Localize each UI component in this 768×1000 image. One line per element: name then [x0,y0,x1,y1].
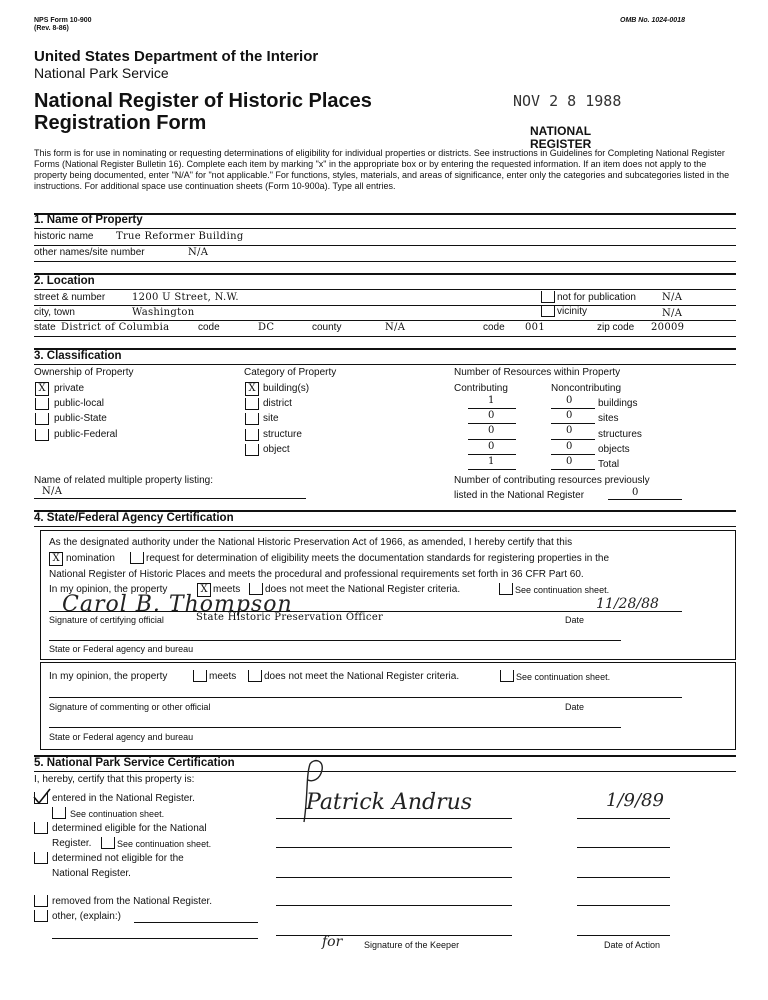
county-code-label: code [483,322,505,333]
does-not-meet-label: does not meet the National Register criteria. [265,584,461,595]
structures-label: structures [598,429,642,440]
state-value: District of Columbia [61,322,170,333]
contributing-objects: 0 [488,441,495,452]
noncontributing-sites: 0 [566,410,573,421]
category-structure-label: structure [263,429,302,440]
noncontributing-objects: 0 [566,441,573,452]
meets2-label: meets [209,671,237,682]
zip-value: 20009 [651,322,685,333]
ownership-public-state-checkbox[interactable] [35,413,49,425]
opinion2-label: In my opinion, the property [49,671,168,682]
divider [49,640,621,641]
not-eligible-checkbox[interactable] [34,852,48,864]
divider [468,469,516,470]
stamp-national: NATIONAL [530,124,592,138]
date-of-action-label: Date of Action [604,940,661,950]
divider [551,439,595,440]
date2-label: Date [565,702,585,712]
divider [34,336,736,337]
divider [34,261,736,262]
divider [34,498,306,499]
divider [34,320,736,321]
total-label: Total [598,459,620,470]
vicinity-value: N/A [662,308,683,319]
determined-eligible-label-2: Register. [52,838,92,849]
see-continuation2-checkbox[interactable] [500,670,514,682]
contributing-heading: Contributing [454,383,508,394]
certifying-date: 11/28/88 [596,596,659,612]
divider [577,877,670,878]
checkmark-icon [32,788,52,806]
keeper-signature: Patrick Andrus [306,790,473,815]
category-object-checkbox[interactable] [245,444,259,456]
ownership-public-local-label: public-local [54,398,105,409]
date-label: Date [565,615,585,625]
request-label: request for determination of eligibility meets the documentation standards for registering properties in the [146,553,610,564]
does-not-meet2-label: does not meet the National Register criteria. [264,671,460,682]
divider [49,697,682,698]
category-district-label: district [263,398,292,409]
city-label: city, town [34,307,75,318]
not-for-publication-checkbox[interactable] [541,291,555,303]
category-site-checkbox[interactable] [245,413,259,425]
resources-heading: Number of Resources within Property [454,367,621,378]
nomination-label: nomination [66,553,115,564]
opinion-label: In my opinion, the property [49,584,168,595]
section-5-title: 5. National Park Service Certification [34,757,235,769]
divider [34,245,736,246]
ownership-heading: Ownership of Property [34,367,134,378]
divider [34,526,736,527]
omb-number: OMB No. 1024-0018 [620,17,685,24]
see-continuation-checkbox[interactable] [499,583,513,595]
request-checkbox[interactable] [130,552,144,564]
divider [52,938,258,939]
other-label: other, (explain:) [52,911,121,922]
noncontributing-buildings: 0 [566,395,573,406]
divider [468,439,516,440]
divider [577,905,670,906]
county-value: N/A [385,322,406,333]
multiple-listing-value: N/A [42,486,63,497]
noncontributing-heading: Noncontributing [551,383,622,394]
divider [608,499,682,500]
previously-listed-label-2: listed in the National Register [454,490,585,501]
multiple-listing-label: Name of related multiple property listing: [34,475,213,486]
meets-label: meets [213,584,241,595]
divider [276,818,512,819]
divider [551,469,595,470]
category-heading: Category of Property [244,367,337,378]
objects-label: objects [598,444,630,455]
see-cont-a-label: See continuation sheet. [70,809,165,819]
certification-statement: As the designated authority under the National Historic Preservation Act of 1966, as amended, I hereby certify that this [49,537,573,548]
form-title-line1: National Register of Historic Places [34,90,372,112]
divider [276,935,512,936]
see-cont-a-checkbox[interactable] [52,807,66,819]
see-continuation2-label: See continuation sheet. [516,672,611,682]
sites-label: sites [598,413,619,424]
county-label: county [312,322,342,333]
street-label: street & number [34,292,106,303]
divider [276,847,512,848]
section-1-title: 1. Name of Property [34,214,143,226]
divider [468,454,516,455]
contributing-structures: 0 [488,425,495,436]
street-value: 1200 U Street, N.W. [132,292,239,303]
stamp-register: REGISTER [530,137,592,151]
category-district-checkbox[interactable] [245,398,259,410]
divider [276,905,512,906]
other-names-value: N/A [188,247,209,258]
historic-name-value: True Reformer Building [116,231,244,242]
divider [276,877,512,878]
contributing-total: 1 [488,456,495,467]
ownership-private-label: private [54,383,85,394]
category-building-label: building(s) [263,383,310,394]
section-2-title: 2. Location [34,275,95,287]
keeper-signature-label: Signature of the Keeper [364,940,460,950]
state-code-value: DC [258,322,275,333]
divider [34,348,736,350]
see-continuation-label: See continuation sheet. [515,585,610,595]
determined-eligible-label-1: determined eligible for the National [52,823,207,834]
not-eligible-label-1: determined not eligible for the [52,853,184,864]
contributing-sites: 0 [488,410,495,421]
intro-instructions: This form is for use in nominating or requesting determinations of eligibility for individual properties or districts. See instructions in Guidelines for Completing National Register Forms (National Register Bulletin 16). Complete each item by marking "x" in the appropriate box or by entering the requested information. If an item does not apply to the property being documented, enter "N/A" for "not applicable." For functions, styles, materials, and areas of significance, enter only the categories and subcategories listed in the instructions. For additional space use continuation sheets (Form 10-900a). Type all entries. [34,148,730,191]
received-stamp-date: NOV 2 8 1988 [513,92,622,110]
section-3-title: 3. Classification [34,350,122,362]
vicinity-label: vicinity [557,306,588,317]
divider [134,922,258,923]
ownership-public-federal-checkbox[interactable] [35,429,49,441]
removed-checkbox[interactable] [34,895,48,907]
county-code-value: 001 [525,322,545,333]
certifying-official-signature: Carol B. Thompson [62,592,293,617]
form-number: NPS Form 10-900 [34,17,92,24]
divider [34,305,736,306]
removed-label: removed from the National Register. [52,896,213,907]
divider [468,408,516,409]
divider [34,364,736,365]
not-for-publication-value: N/A [662,292,683,303]
see-cont-b-label: See continuation sheet. [117,839,212,849]
city-value: Washington [132,307,195,318]
not-eligible-label-2: National Register. [52,868,131,879]
agency-bureau2-label: State or Federal agency and bureau [49,732,194,742]
divider [577,818,670,819]
divider [34,273,736,275]
keeper-initials: for [322,934,343,950]
noncontributing-structures: 0 [566,425,573,436]
entered-label: entered in the National Register. [52,793,195,804]
other-names-label: other names/site number [34,247,145,258]
signature-certifying-label: Signature of certifying official [49,615,164,625]
nps-certify-statement: I, hereby, certify that this property is: [34,774,195,785]
divider [468,423,516,424]
nomination-checkbox[interactable]: X [49,552,63,566]
state-code-label: code [198,322,220,333]
certification-statement-2: National Register of Historic Places and meets the procedural and professional requirements set forth in 36 CFR Part 60. [49,569,584,580]
contributing-buildings: 1 [488,395,495,406]
see-cont-b-checkbox[interactable] [101,837,115,849]
category-object-label: object [263,444,290,455]
divider [551,454,595,455]
divider [34,771,736,772]
divider [49,727,621,728]
determined-eligible-checkbox[interactable] [34,822,48,834]
ownership-public-federal-label: public-Federal [54,429,118,440]
divider [551,423,595,424]
form-title-line2: Registration Form [34,112,207,134]
does-not-meet2-checkbox[interactable] [248,670,262,682]
commenting-signature-label: Signature of commenting or other official [49,702,211,712]
historic-name-label: historic name [34,231,94,242]
divider [34,228,736,229]
department-name: United States Department of the Interior [34,48,319,65]
section-4-title: 4. State/Federal Agency Certification [34,512,234,524]
noncontributing-total: 0 [566,456,573,467]
divider [34,289,736,290]
ownership-public-local-checkbox[interactable] [35,398,49,410]
ownership-public-state-label: public-State [54,413,107,424]
form-revision: (Rev. 8-86) [34,25,69,32]
vicinity-checkbox[interactable] [541,305,555,317]
meets2-checkbox[interactable] [193,670,207,682]
previously-listed-value: 0 [632,487,639,498]
category-building-checkbox[interactable]: X [245,382,259,396]
divider [577,847,670,848]
agency-name: National Park Service [34,65,169,81]
divider [551,408,595,409]
zip-label: zip code [597,322,635,333]
other-checkbox[interactable] [34,910,48,922]
state-label: state [34,322,56,333]
not-for-publication-label: not for publication [557,292,636,303]
category-structure-checkbox[interactable] [245,429,259,441]
action-date-value: 1/9/89 [606,790,664,811]
official-title-value: State Historic Preservation Officer [196,612,384,623]
previously-listed-label-1: Number of contributing resources previously [454,475,650,486]
ownership-private-checkbox[interactable]: X [35,382,49,396]
buildings-label: buildings [598,398,638,409]
meets-checkbox[interactable]: X [197,583,211,597]
divider [577,935,670,936]
category-site-label: site [263,413,279,424]
agency-bureau-label: State or Federal agency and bureau [49,644,194,654]
